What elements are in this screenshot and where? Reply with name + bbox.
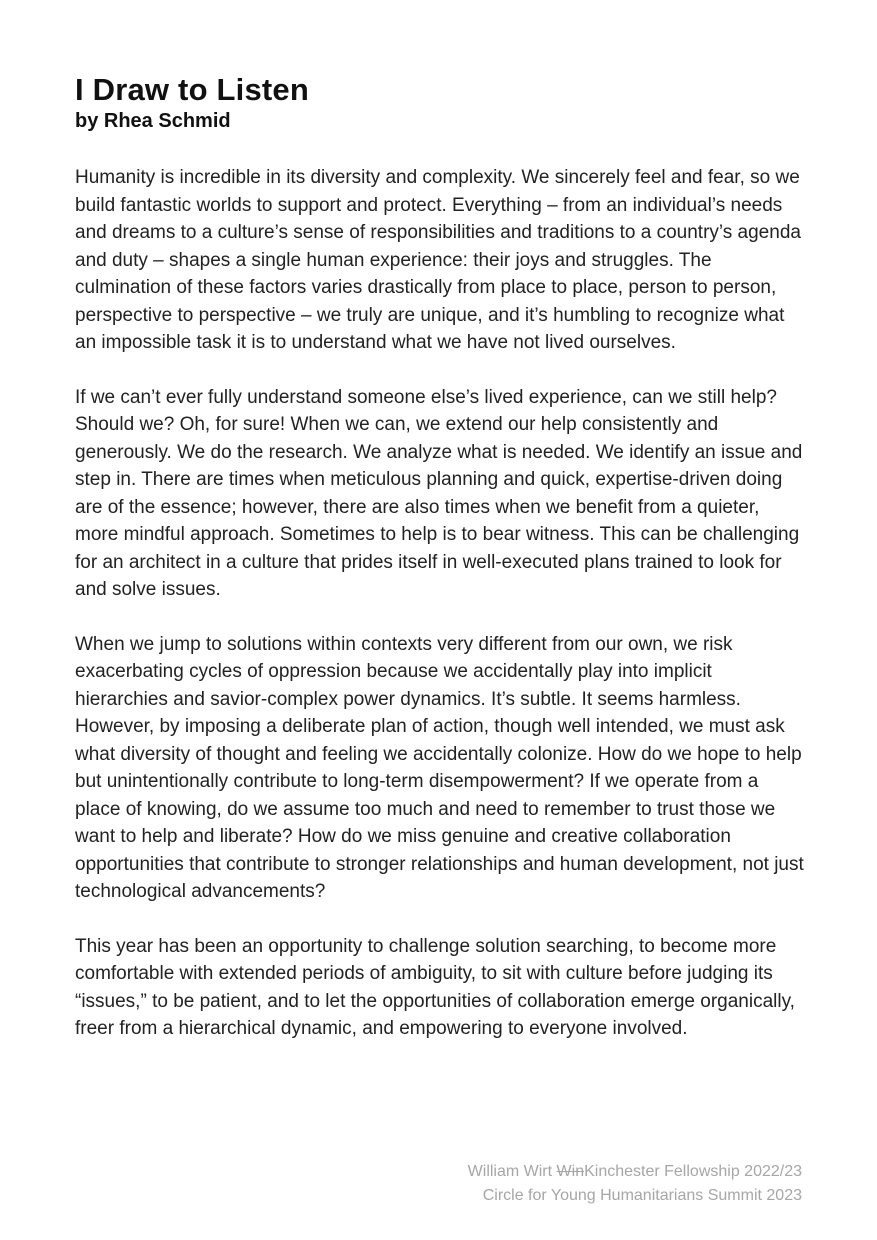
- article: [75, 72, 807, 1070]
- article-byline: by Rhea Schmid: [75, 110, 231, 132]
- footer-credits: [468, 1160, 802, 1208]
- paragraph-2: If we can’t ever fully understand someone else’s lived experience, can we still help? Should we? Oh, for sure! When we can, we extend our help consistently and generously. We do the research. We analyze what is needed. We identify an issue and step in. There are times when meticulous planning and quick, expertise-driven doing are of the essence; however, there are also times when we benefit from a quieter, more mindful approach. Sometimes to help is to bear witness. This can be challenging for an architect in a culture that prides itself in well-executed plans trained to look for and solve issues.: [75, 386, 803, 600]
- footer-fellowship-line: [468, 1160, 802, 1184]
- footer-line1-struck-text: Win: [556, 1163, 585, 1180]
- paragraph-4: This year has been an opportunity to challenge solution searching, to become more comfortable with extended periods of ambiguity, to sit with culture before judging its “issues,” to be patient, and to let the opportunities of collaboration emerge organically, freer from a hierarchical dynamic, and empowering to everyone involved.: [75, 935, 795, 1039]
- paragraph-1: Humanity is incredible in its diversity and complexity. We sincerely feel and fear, so we build fantastic worlds to support and protect. Everything – from an individual’s needs and dreams to a culture’s sense of responsibilities and traditions to a country’s agenda and duty – shapes a single human experience: their joys and struggles. The culmination of these factors varies drastically from place to place, person to person, perspective to perspective – we truly are unique, and it’s humbling to recognize what an impossible task it is to understand what we have not lived ourselves.: [75, 167, 801, 353]
- footer-line1-prefix: William Wirt: [467, 1163, 557, 1180]
- footer-line1-suffix: Kinchester Fellowship 2022/23: [584, 1163, 802, 1180]
- article-title: I Draw to Listen: [75, 72, 310, 107]
- footer-summit-line: Circle for Young Humanitarians Summit 2023: [482, 1187, 802, 1204]
- paragraph-3: When we jump to solutions within contexts very different from our own, we risk exacerbating cycles of oppression because we accidentally play into implicit hierarchies and savior-complex power dynamics. It’s subtle. It seems harmless. However, by imposing a deliberate plan of action, though well intended, we must ask what diversity of thought and feeling we accidentally colonize. How do we hope to help but unintentionally contribute to long-term disempowerment? If we operate from a place of knowing, do we assume too much and need to remember to trust those we want to help and liberate? How do we miss genuine and creative collaboration opportunities that contribute to stronger relationships and human development, not just technological advancements?: [75, 633, 804, 902]
